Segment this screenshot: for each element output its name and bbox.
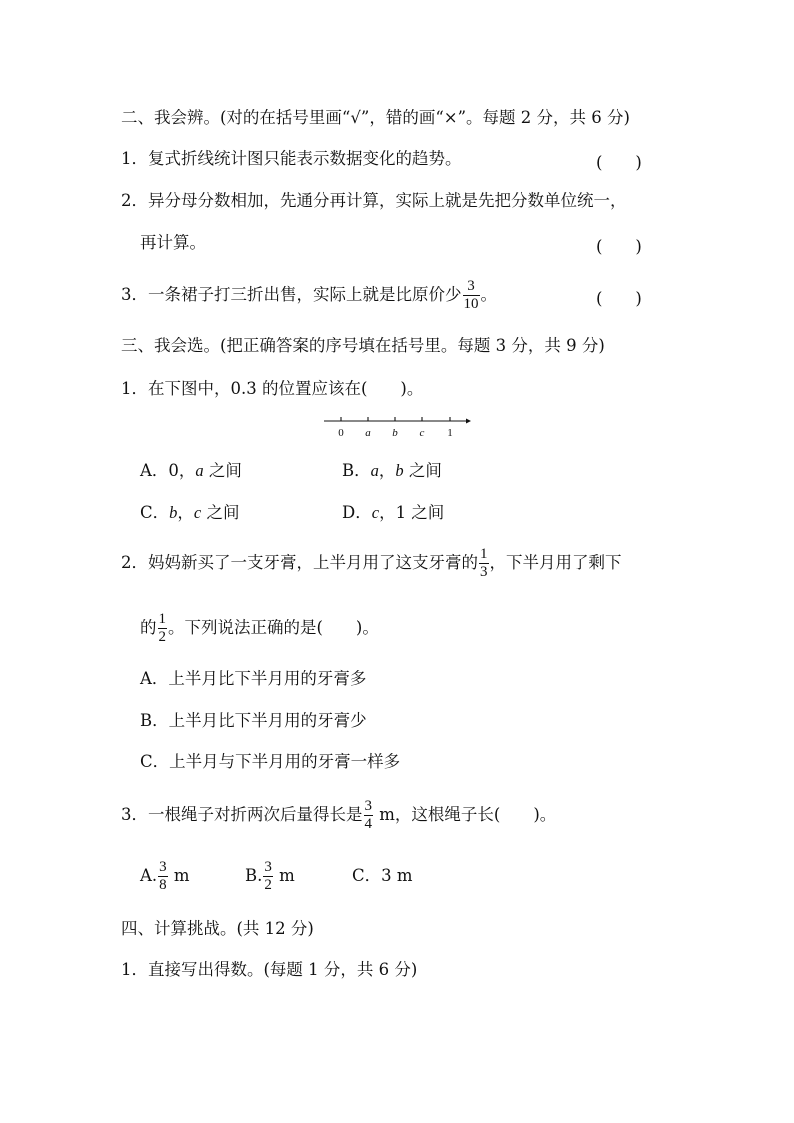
question-text: 妈妈新买了一支牙膏，上半月用了这支牙膏的 bbox=[148, 553, 478, 572]
s3-question-3: 3．一根绳子对折两次后量得长是 $\frac{3}{4}$ m，这根绳子长( )。 bbox=[121, 798, 557, 832]
section3-heading: 三、我会选。(把正确答案的序号填在括号里。每题 3 分，共 9 分) bbox=[121, 336, 605, 355]
question-number: 2． bbox=[121, 553, 148, 572]
option-b[interactable]: B．上半月比下半月用的牙膏少 bbox=[140, 711, 367, 730]
tick-label-0: 0 bbox=[338, 427, 344, 439]
number-line bbox=[320, 414, 472, 440]
number-line-arrow bbox=[466, 419, 471, 424]
fraction-1-3: $\frac{1}{3}$ bbox=[480, 546, 488, 580]
option-b[interactable]: B. $\frac{3}{2}$ m bbox=[245, 859, 295, 893]
s2-question-1 bbox=[121, 149, 462, 169]
fraction-3-2: $\frac{3}{2}$ bbox=[264, 859, 272, 893]
option-d[interactable]: D．c，1 之间 bbox=[342, 503, 445, 522]
s3-question-2-line2: 的 $\frac{1}{2}$ 。下列说法正确的是( )。 bbox=[140, 611, 379, 645]
question-text: 复式折线统计图只能表示数据变化的趋势。 bbox=[148, 149, 462, 168]
question-number: 1． bbox=[121, 960, 148, 979]
question-text: 一根绳子对折两次后量得长是 bbox=[148, 805, 363, 824]
option-c[interactable]: C．3 m bbox=[352, 866, 413, 885]
s4-question-1 bbox=[121, 960, 417, 980]
s2-question-3: 3．一条裙子打三折出售，实际上就是比原价少 $\frac{3}{10}$ 。 bbox=[121, 278, 497, 312]
question-number: 1． bbox=[121, 379, 148, 398]
s2-question-2-line2: 再计算。 bbox=[140, 233, 206, 252]
s2-question-2-line1 bbox=[121, 191, 627, 211]
section4-heading: 四、计算挑战。(共 12 分) bbox=[121, 919, 314, 938]
tick-label-a: a bbox=[365, 427, 371, 439]
option-a[interactable]: A. $\frac{3}{8}$ m bbox=[140, 859, 190, 893]
question-text: 异分母分数相加，先通分再计算，实际上就是先把分数单位统一， bbox=[148, 191, 627, 210]
section2-heading: 二、我会辨。(对的在括号里画“√”，错的画“×”。每题 2 分，共 6 分) bbox=[121, 108, 630, 127]
option-a[interactable]: A．上半月比下半月用的牙膏多 bbox=[140, 669, 367, 688]
question-number: 1． bbox=[121, 149, 148, 168]
tick-label-b: b bbox=[392, 427, 398, 439]
answer-blank[interactable]: ( ) bbox=[596, 153, 642, 172]
option-c[interactable]: C．上半月与下半月用的牙膏一样多 bbox=[140, 752, 401, 771]
fraction-3-8: $\frac{3}{8}$ bbox=[159, 859, 167, 893]
s3-question-1 bbox=[121, 379, 423, 399]
question-number: 3． bbox=[121, 805, 148, 824]
question-text: 在下图中，0.3 的位置应该在( )。 bbox=[148, 379, 424, 398]
option-b[interactable]: B．a，b 之间 bbox=[342, 461, 442, 480]
answer-blank[interactable]: ( ) bbox=[596, 237, 642, 256]
fraction-3-10: $\frac{3}{10}$ bbox=[463, 278, 479, 312]
question-number: 2． bbox=[121, 191, 148, 210]
option-a[interactable]: A．0，a 之间 bbox=[140, 461, 242, 480]
option-c[interactable]: C．b，c 之间 bbox=[140, 503, 240, 522]
tick-label-c: c bbox=[419, 427, 425, 439]
s3-question-2-line1: 2．妈妈新买了一支牙膏，上半月用了这支牙膏的 $\frac{1}{3}$ ，下半月用了剩下 bbox=[121, 546, 622, 580]
tick-label-1: 1 bbox=[447, 427, 453, 439]
answer-blank[interactable]: ( ) bbox=[596, 289, 642, 308]
fraction-3-4: $\frac{3}{4}$ bbox=[364, 798, 372, 832]
fraction-1-2: $\frac{1}{2}$ bbox=[158, 611, 166, 645]
question-text: 直接写出得数。(每题 1 分，共 6 分) bbox=[148, 960, 418, 979]
question-text: 一条裙子打三折出售，实际上就是比原价少 bbox=[148, 285, 462, 304]
question-number: 3． bbox=[121, 285, 148, 304]
